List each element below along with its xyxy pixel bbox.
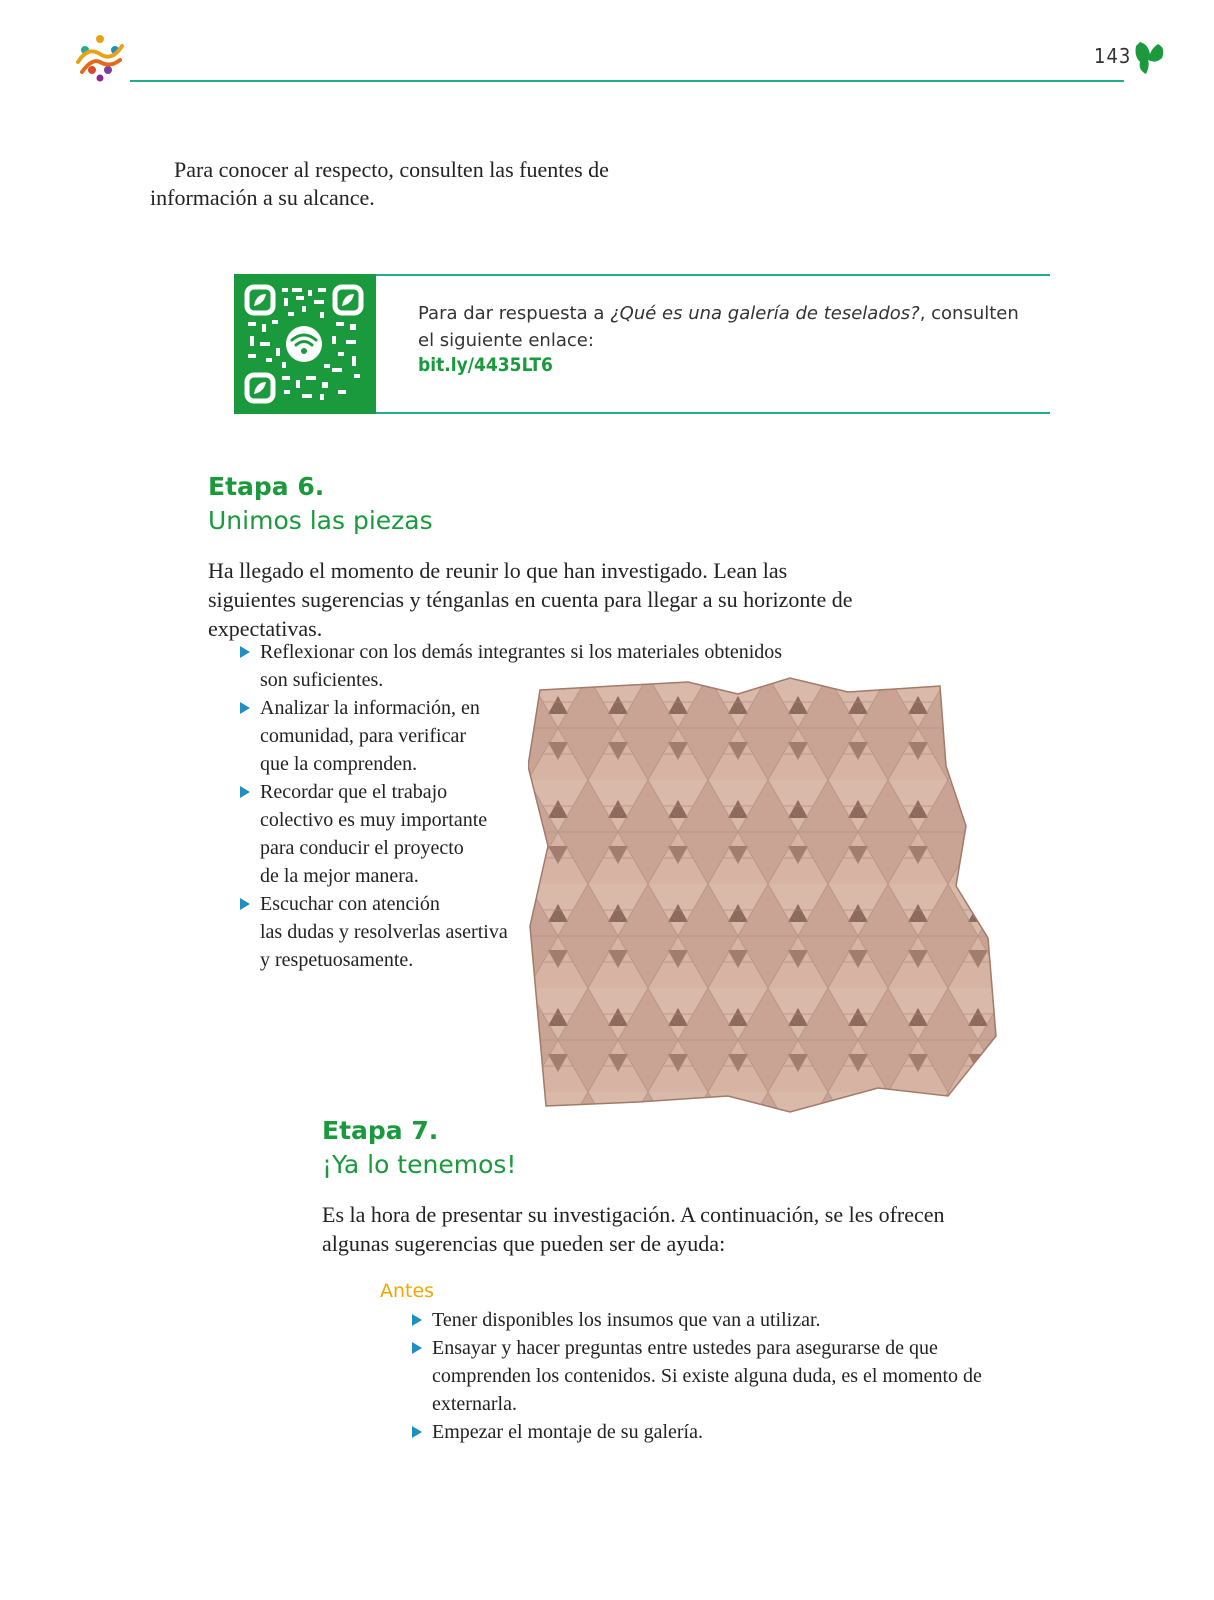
stage7-title: Etapa 7. [322, 1116, 439, 1145]
qr-link[interactable]: bit.ly/4435LT6 [418, 354, 553, 376]
list-item [408, 1418, 1008, 1446]
qr-text-before: Para dar respuesta a [418, 303, 611, 324]
antes-label: Antes [380, 1280, 435, 1302]
corner-leaf-icon [1132, 40, 1166, 76]
bullet-triangle-icon [240, 646, 250, 658]
list-item-text: comunidad, para verificar [260, 725, 467, 747]
list-item-text: colectivo es muy importante [260, 809, 488, 831]
list-item-text: las dudas y resolverlas asertiva [260, 921, 508, 943]
list-item-text: Ensayar y hacer preguntas entre ustedes para asegurarse de que comprenden los contenidos. Si existe alguna duda, es el momento de externarla. [432, 1337, 982, 1415]
list-item-text: Reflexionar con los demás integrantes si los materiales obtenidos [260, 641, 783, 663]
bullet-triangle-icon [412, 1342, 422, 1354]
qr-code-icon[interactable] [242, 282, 366, 406]
stage7-bullet-list [408, 1306, 1008, 1446]
bullet-triangle-icon [412, 1314, 422, 1326]
list-item-text: son suficientes. [260, 669, 384, 691]
header-rule [130, 80, 1124, 82]
qr-info-box [234, 274, 1050, 414]
list-item-text: Analizar la información, en [260, 697, 480, 719]
community-logo-icon [72, 32, 128, 84]
list-item-text: Recordar que el trabajo [260, 781, 448, 803]
origami-tessellation-image [528, 676, 1004, 1116]
list-item-text: y respetuosamente. [260, 949, 414, 971]
page-number: 143 [1094, 44, 1132, 68]
qr-question: ¿Qué es una galería de teselados? [610, 303, 920, 324]
qr-text-after: , consulten el siguiente enlace: [418, 303, 1019, 351]
list-item [236, 638, 782, 666]
stage7-paragraph: Es la hora de presentar su investigación. A continuación, se les ofrecen algunas sugerencias que pueden ser de ayuda: [322, 1202, 945, 1256]
bullet-triangle-icon [240, 702, 250, 714]
list-item [408, 1334, 1008, 1418]
list-item-text: Tener disponibles los insumos que van a utilizar. [432, 1309, 821, 1331]
stage6-subtitle: Unimos las piezas [208, 506, 433, 535]
bullet-triangle-icon [412, 1426, 422, 1438]
intro-paragraph: Para conocer al respecto, consulten las fuentes de información a su alcance. [150, 157, 609, 210]
bullet-triangle-icon [240, 898, 250, 910]
list-item-text: Escuchar con atención [260, 893, 440, 915]
list-item-text: de la mejor manera. [260, 865, 419, 887]
bullet-triangle-icon [240, 786, 250, 798]
stage7-subtitle: ¡Ya lo tenemos! [322, 1150, 517, 1179]
list-item [408, 1306, 1008, 1334]
stage6-paragraph: Ha llegado el momento de reunir lo que han investigado. Lean las siguientes sugerencias y ténganlas en cuenta para llegar a su horizonte de expectativas. [208, 558, 853, 641]
list-item-text: Empezar el montaje de su galería. [432, 1421, 703, 1443]
list-item-text: para conducir el proyecto [260, 837, 464, 859]
qr-instructions [418, 300, 1038, 354]
stage6-title: Etapa 6. [208, 472, 325, 501]
qr-panel [234, 274, 376, 414]
list-item-text: que la comprenden. [260, 753, 418, 775]
